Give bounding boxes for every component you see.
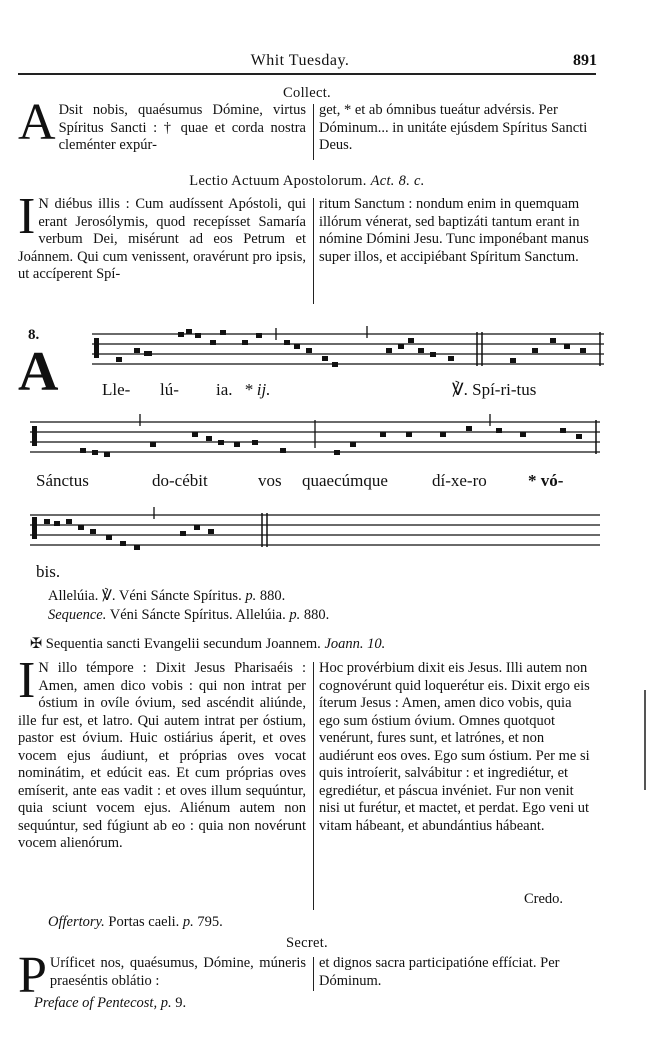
- gospel-left-column: [18, 652, 306, 853]
- lesson-title: Lectio Actuum Apostolorum.: [189, 173, 367, 189]
- secret-title: Secret.: [286, 935, 328, 951]
- lyric-syllable: Sánctus: [36, 471, 89, 490]
- offertory-label: Offertory.: [48, 914, 105, 930]
- collect-left-text: Dsit nobis, quaésumus Dómine, virtus Spíritus Sancti : † quae et corda nostra cleménter expúr-: [58, 102, 306, 153]
- offertory-ref-label: p.: [182, 914, 194, 930]
- alleluia-label: Allelúia. ℣. Véni Sáncte Spíritus.: [48, 588, 242, 604]
- preface-ref-label: p.: [160, 995, 172, 1011]
- column-divider: [313, 662, 314, 910]
- gospel-cross: ✠: [30, 636, 43, 652]
- lyric-syllable: lú-: [160, 380, 179, 399]
- lesson-left-text: N diébus illis : Cum audíssent Apóstoli, qui erant Jerosólymis, quod recepísset Samaría verbum Dei, misérunt ad eos Petrum et Joánnem. Qui cum venissent, oravérunt pro ipsis, ut accíperent Spí-: [18, 196, 306, 282]
- column-divider: [313, 957, 314, 991]
- secret-right-text: et dignos sacra participatióne effíciat. Per Dóminum.: [319, 955, 560, 989]
- lesson-heading: [18, 173, 596, 190]
- alleluia-ref: 880.: [259, 588, 286, 604]
- chant-lyrics-3: [0, 562, 655, 586]
- lyric-syllable: vos: [258, 471, 282, 490]
- chant-staff-2: [30, 412, 600, 462]
- lyric-syllable: do-cébit: [152, 471, 208, 490]
- chant-staff-1: [92, 326, 604, 376]
- chant-lyrics-2: [0, 471, 655, 495]
- lyric-syllable: Lle-: [102, 380, 131, 399]
- chant-mode: 8.: [28, 327, 40, 343]
- lyric-syllable: ia.: [216, 380, 233, 399]
- gospel-drop-letter: I: [18, 652, 36, 709]
- lesson-reference: Act. 8. c.: [370, 173, 425, 189]
- offertory-line: [48, 914, 223, 931]
- gospel-title: Sequentia sancti Evangelii secundum Joannem.: [45, 636, 321, 652]
- lesson-left-column: [18, 188, 306, 284]
- lyric-syllable: ℣. Spí-ri-tus: [452, 380, 537, 399]
- collect-title: Collect.: [283, 85, 331, 101]
- gospel-reference: Joann. 10.: [324, 636, 386, 652]
- page-header-title: Whit Tuesday.: [250, 52, 350, 69]
- lesson-drop-letter: I: [18, 188, 36, 245]
- collect-left-column: [18, 94, 306, 155]
- sequence-ref-label: p.: [289, 607, 301, 623]
- sequence-ref: 880.: [303, 607, 330, 623]
- lyric-syllable: * vó-: [528, 471, 564, 490]
- chant-lyrics-1: [0, 380, 655, 404]
- offertory-text: Portas caeli.: [108, 914, 180, 930]
- lyric-syllable: dí-xe-ro: [432, 471, 487, 490]
- chant-initial: A: [18, 341, 59, 403]
- secret-drop-letter: P: [18, 947, 47, 1004]
- lesson-right-text: ritum Sanctum : nondum enim in quemquam illórum vénerat, sed baptizáti tantum erant in nómine Dómini Jesu. Tunc imponébant manus super illos, et accipiébant Spíritum Sanctum.: [319, 196, 589, 265]
- preface-label: Preface of Pentecost,: [34, 995, 158, 1011]
- collect-right-text: get, * et ab ómnibus tueátur advérsis. Per Dóminum... in unitáte ejúsdem Spíritus Sancti Deus.: [319, 102, 588, 153]
- sequence-text: Véni Sáncte Spíritus. Allelúia.: [109, 607, 286, 623]
- alleluia-ref-label: p.: [245, 588, 257, 604]
- chant-staff-3: [30, 505, 600, 555]
- secret-right-column: [319, 955, 595, 990]
- gospel-left-text: N illo témpore : Dixit Jesus Pharisaéis : Amen, amen dico vobis : qui non intrat per óstium in ovíle óvium, sed ascéndit aliúnde, ille fur est, et latro. Qui autem intrat per óstium, pastor est óvium. Huic ostiárius áperit, et oves vocem ejus áudiunt, et próprias oves vocat nominátim, et edúcit eas. Et cum próprias oves emíserit, ante eas vadit : et oves illum sequúntur, quia sciunt vocem ejus. Aliénum autem non sequúntur, sed fúgiunt ab eo : quia non novérunt vocem alienórum.: [18, 660, 306, 851]
- page-number: 891: [573, 52, 597, 69]
- header-rule: [18, 73, 596, 75]
- sequence-line: [48, 607, 329, 624]
- preface-ref: 9.: [175, 995, 187, 1011]
- gospel-heading: [30, 636, 385, 653]
- collect-drop-letter: A: [18, 94, 56, 151]
- lyric-syllable: * ij.: [244, 380, 271, 399]
- secret-left-text: Uríficet nos, quaésumus, Dómine, múneris praeséntis oblátio :: [49, 955, 306, 989]
- preface-line: [34, 995, 186, 1012]
- gospel-right-column: [319, 660, 595, 835]
- lyric-syllable: quaecúmque: [302, 471, 388, 490]
- column-divider: [313, 198, 314, 304]
- lesson-right-column: [319, 196, 595, 266]
- lyric-syllable: bis.: [36, 562, 61, 581]
- column-divider: [313, 104, 314, 160]
- alleluia-line: [48, 588, 285, 605]
- collect-right-column: [319, 102, 595, 155]
- page-edge-mark: [644, 690, 646, 790]
- credo-label: Credo.: [524, 891, 564, 907]
- gospel-right-text: Hoc provérbium dixit eis Jesus. Illi autem non cognovérunt quid loquerétur eis. Dixit ergo eis íterum Jesus : Amen, amen dico vobis, quia ego sum óstium óvium. Omnes quotquot venérunt, fures sunt, et latrónes, et non audiérunt eos oves. Ego sum óstium. Per me si quis introíerit, salvábitur : et ingrediétur, et egrediétur, et páscua invéniet. Fur non venit nisi ut furétur, et mactet, et perdat. Ego veni ut vitam hábeant, et abundántius hábeant.: [319, 660, 590, 834]
- offertory-ref: 795.: [197, 914, 223, 930]
- sequence-label: Sequence.: [48, 607, 107, 623]
